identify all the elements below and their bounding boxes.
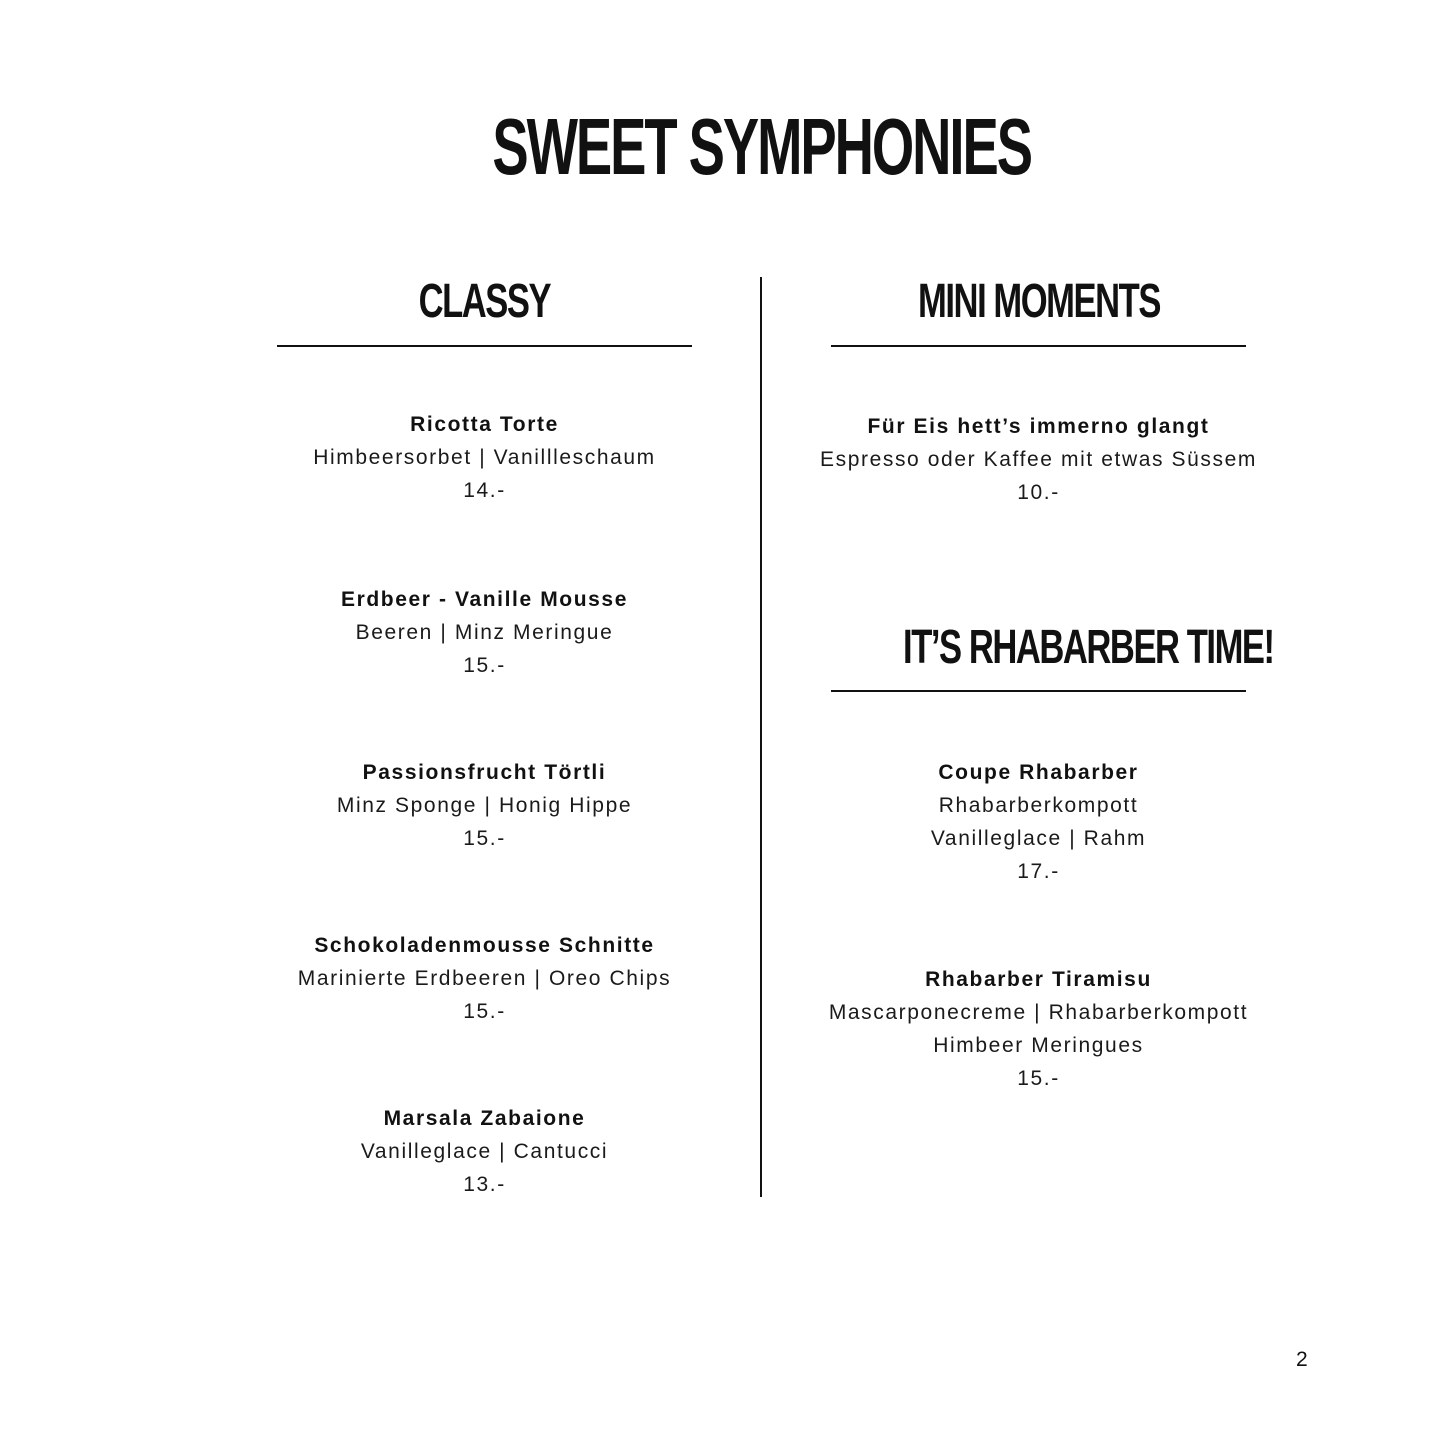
item-name: Ricotta Torte <box>410 413 559 436</box>
menu-item <box>217 408 752 507</box>
menu-item <box>217 756 752 855</box>
item-name: Für Eis hett’s immerno glangt <box>867 415 1210 438</box>
item-description: Beeren | Minz Meringue <box>355 621 614 644</box>
item-description: Mascarponecreme | Rhabarberkompott <box>828 1001 1249 1024</box>
item-name: Passionsfrucht Törtli <box>362 761 607 784</box>
section-heading-rhabarber: IT’S RHABARBER TIME! <box>903 621 1274 674</box>
item-price: 14.- <box>463 479 506 502</box>
menu-item <box>217 1102 752 1201</box>
section-heading-classy: CLASSY <box>418 275 551 328</box>
item-name: Erdbeer - Vanille Mousse <box>341 588 628 611</box>
section-rule <box>831 690 1246 692</box>
section-rule <box>277 345 692 347</box>
page-number: 2 <box>1296 1348 1308 1371</box>
menu-item <box>771 410 1306 509</box>
item-description: Minz Sponge | Honig Hippe <box>336 794 633 817</box>
item-name: Marsala Zabaione <box>383 1107 586 1130</box>
item-price: 13.- <box>463 1173 506 1196</box>
item-description: Vanilleglace | Cantucci <box>360 1140 609 1163</box>
item-name: Rhabarber Tiramisu <box>925 968 1152 991</box>
section-rule <box>831 345 1246 347</box>
menu-item <box>771 756 1306 888</box>
item-price: 15.- <box>463 827 506 850</box>
item-description: Vanilleglace | Rahm <box>930 827 1147 850</box>
item-name: Schokoladenmousse Schnitte <box>314 934 655 957</box>
item-price: 15.- <box>1017 1067 1060 1090</box>
item-description: Marinierte Erdbeeren | Oreo Chips <box>297 967 672 990</box>
item-price: 10.- <box>1017 481 1060 504</box>
item-price: 15.- <box>463 1000 506 1023</box>
item-description: Rhabarberkompott <box>938 794 1139 817</box>
item-price: 17.- <box>1017 860 1060 883</box>
item-name: Coupe Rhabarber <box>938 761 1139 784</box>
page-title: SWEET SYMPHONIES <box>492 102 1031 191</box>
menu-item <box>217 583 752 682</box>
menu-item <box>217 929 752 1028</box>
item-description: Himbeer Meringues <box>933 1034 1144 1057</box>
item-description: Espresso oder Kaffee mit etwas Süssem <box>820 448 1257 471</box>
item-description: Himbeersorbet | Vanillleschaum <box>313 446 656 469</box>
menu-item <box>771 963 1306 1095</box>
item-price: 15.- <box>463 654 506 677</box>
section-heading-mini-moments: MINI MOMENTS <box>917 275 1160 328</box>
column-divider <box>760 277 762 1197</box>
